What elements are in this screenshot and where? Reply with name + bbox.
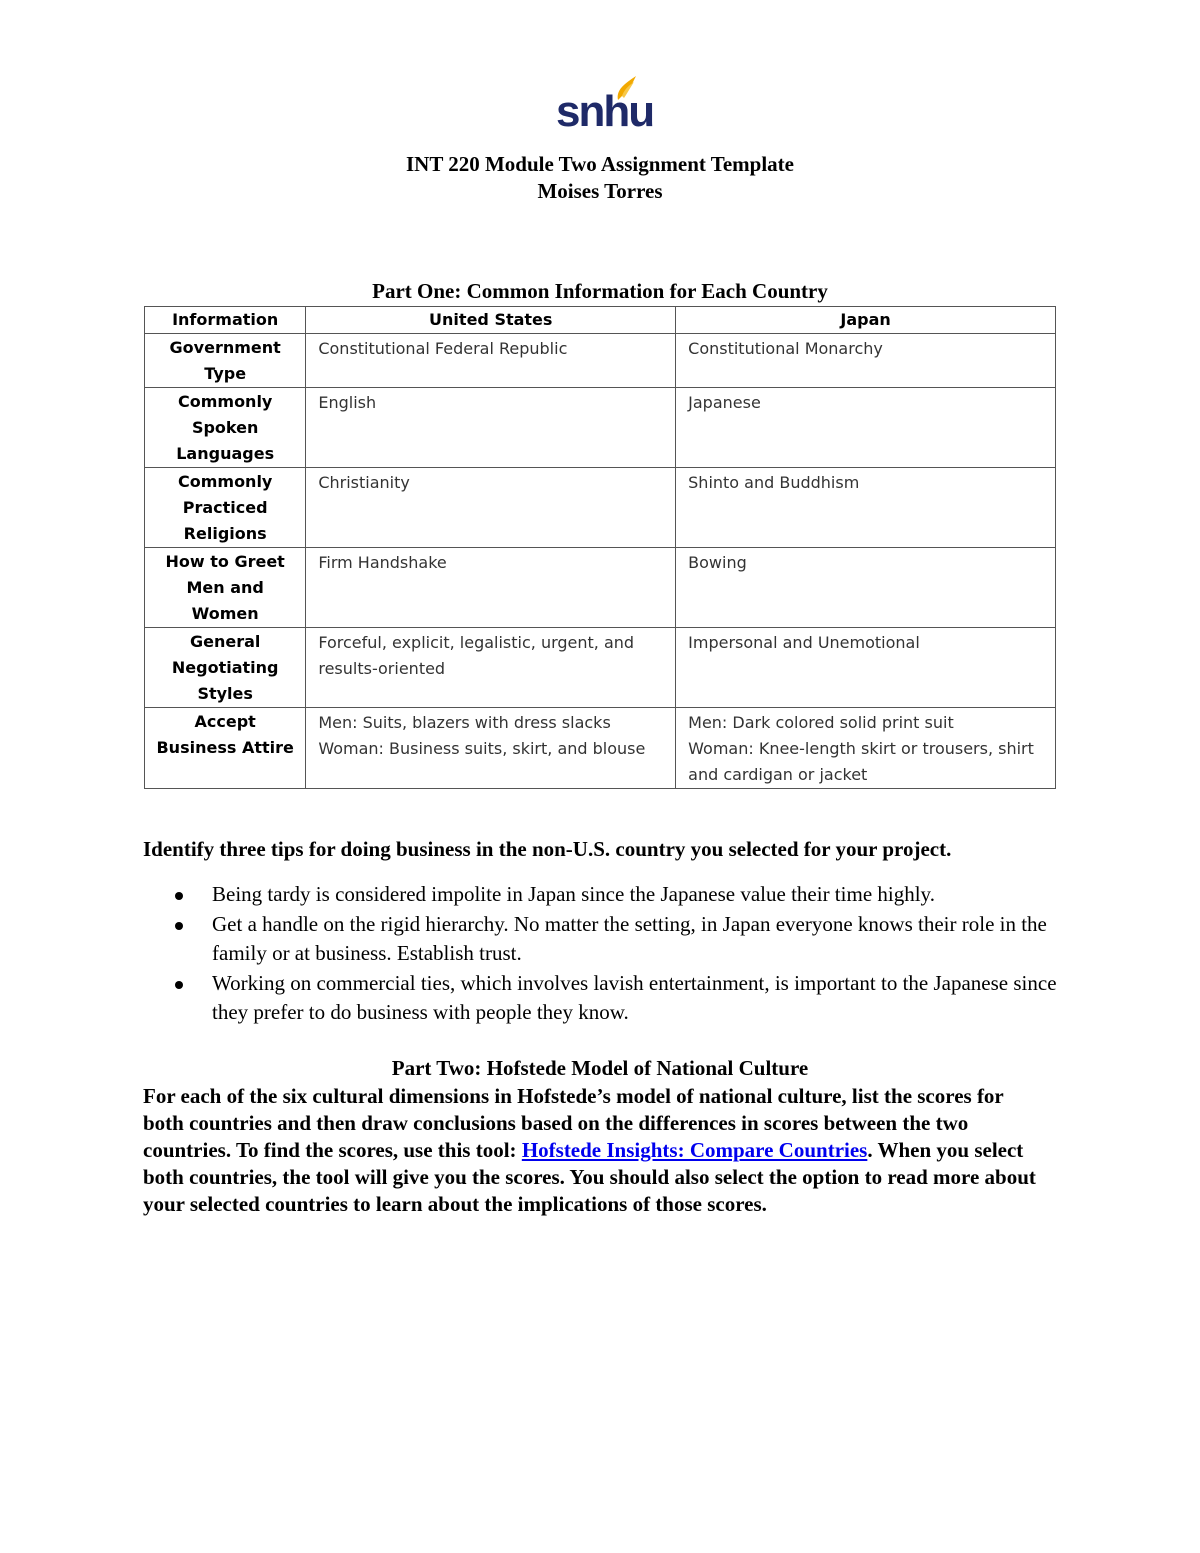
tips-heading: Identify three tips for doing business in the non-U.S. country you selected for your project.	[143, 837, 952, 861]
part-two-instructions: For each of the six cultural dimensions in Hofstede’s model of national culture, list the scores for both countries and then draw conclusions based on the differences in scores between the two countries. To find the scores, use this tool: Hofstede Insights: Compare Countries. When you select both countries, the tool will give you the scores. You should also select the option to read more about your selected countries to learn about the implications of those scores.	[143, 1084, 1036, 1216]
document-title: INT 220 Module Two Assignment Template	[406, 152, 794, 176]
us-cell: Firm Handshake	[306, 548, 676, 628]
logo-wordmark: snhu	[556, 87, 654, 136]
table-row	[145, 708, 1056, 789]
cell-line: Men: Dark colored solid print suit	[688, 713, 954, 732]
us-cell: Forceful, explicit, legalistic, urgent, and results-oriented	[306, 628, 676, 708]
hofstede-link[interactable]: Hofstede Insights: Compare Countries	[521, 1138, 868, 1162]
bullet-icon	[175, 892, 183, 900]
cell-line: Woman: Knee-length skirt or trousers, shirt and cardigan or jacket	[688, 739, 1034, 784]
table-header-row	[145, 307, 1056, 334]
row-label: Commonly Spoken Languages	[145, 388, 306, 468]
column-header: United States	[306, 307, 676, 334]
part-one-title: Part One: Common Information for Each Country	[372, 279, 828, 303]
us-cell: Christianity	[306, 468, 676, 548]
snhu-logo	[554, 74, 654, 136]
bullet-icon	[175, 981, 183, 989]
row-label: Government Type	[145, 334, 306, 388]
row-label: General Negotiating Styles	[145, 628, 306, 708]
table-row	[145, 334, 1056, 388]
japan-cell: Shinto and Buddhism	[676, 468, 1056, 548]
table-row	[145, 628, 1056, 708]
list-item: Working on commercial ties, which involves lavish entertainment, is important to the Japanese since they prefer to do business with people they know.	[143, 969, 1063, 1027]
tips-list	[143, 880, 1063, 1028]
column-header: Japan	[676, 307, 1056, 334]
japan-cell	[676, 708, 1056, 789]
us-cell	[306, 708, 676, 789]
us-cell: English	[306, 388, 676, 468]
japan-cell: Constitutional Monarchy	[676, 334, 1056, 388]
column-header: Information	[145, 307, 306, 334]
list-item: Get a handle on the rigid hierarchy. No matter the setting, in Japan everyone knows their role in the family or at business. Establish trust.	[143, 910, 1063, 968]
list-item: Being tardy is considered impolite in Japan since the Japanese value their time highly.	[143, 880, 1063, 909]
author-name: Moises Torres	[537, 179, 663, 203]
table-row	[145, 388, 1056, 468]
japan-cell: Japanese	[676, 388, 1056, 468]
bullet-icon	[175, 922, 183, 930]
row-label: How to Greet Men and Women	[145, 548, 306, 628]
us-cell: Constitutional Federal Republic	[306, 334, 676, 388]
row-label: Accept Business Attire	[145, 708, 306, 789]
country-info-table	[144, 306, 1056, 789]
japan-cell: Bowing	[676, 548, 1056, 628]
row-label: Commonly Practiced Religions	[145, 468, 306, 548]
table-row	[145, 548, 1056, 628]
part-two-title: Part Two: Hofstede Model of National Culture	[391, 1056, 809, 1080]
table-row	[145, 468, 1056, 548]
cell-line: Men: Suits, blazers with dress slacks	[318, 713, 611, 732]
cell-line: Woman: Business suits, skirt, and blouse	[318, 739, 646, 758]
japan-cell: Impersonal and Unemotional	[676, 628, 1056, 708]
